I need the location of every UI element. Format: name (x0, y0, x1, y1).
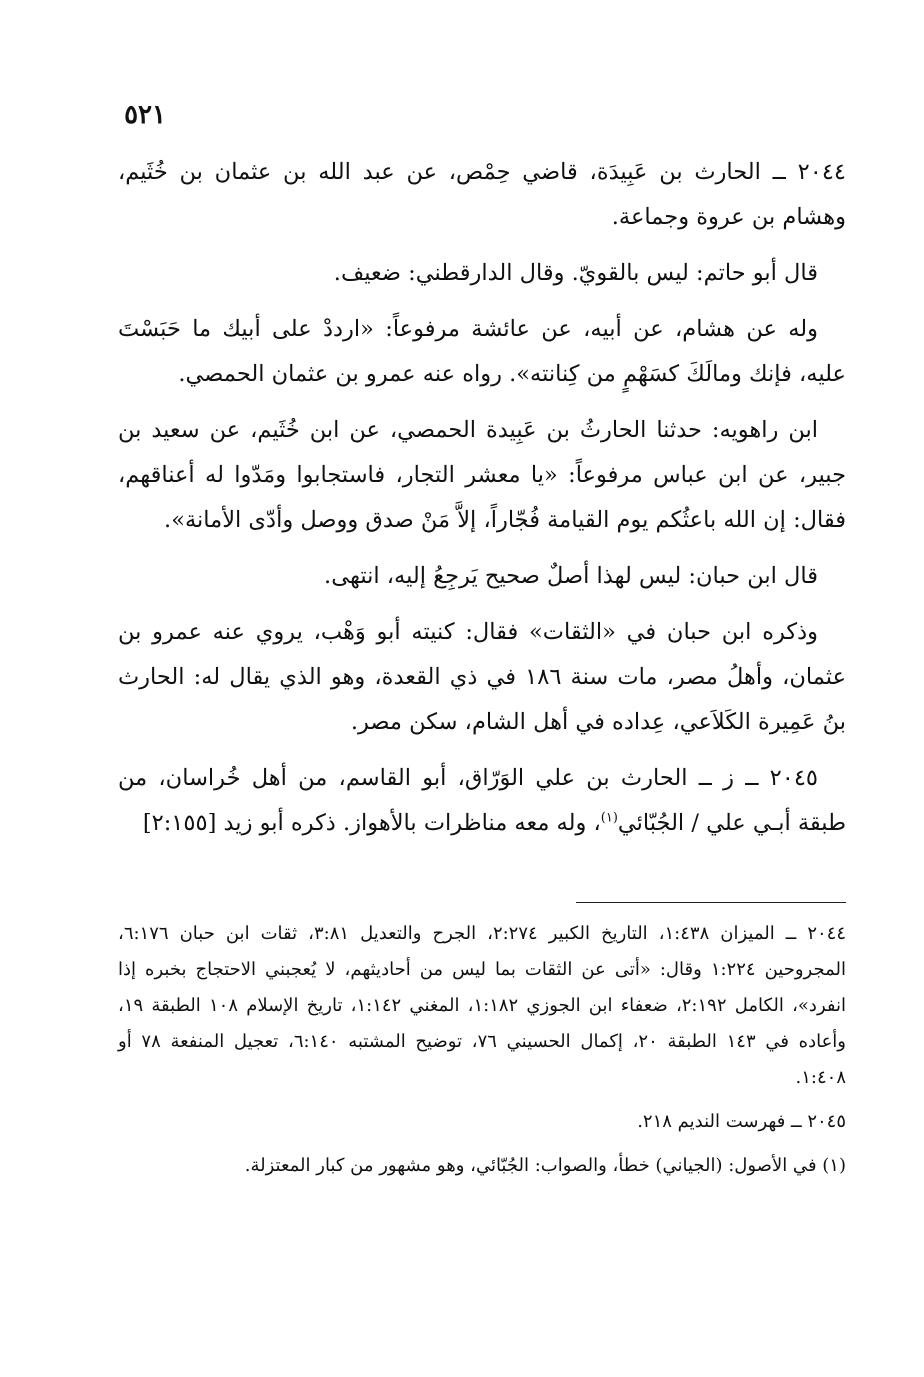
page-number: ٥٢١ (124, 100, 166, 130)
entry-2044-aisha-hadith-paragraph: وله عن هشام، عن أبيه، عن عائشة مرفوعاً: «ارددْ على أبيك ما حَبَسْتَ عليه، فإنك ومالَكَ كسَهْمٍ من كِنانته». رواه عنه عمرو بن عثمان الحمصي. (118, 316, 846, 387)
footnote-2045: ٢٠٤٥ ــ فهرست النديم ٢١٨. (637, 1111, 846, 1132)
entry-2045-text-start: ٢٠٤٥ ــ ز ــ الحارث بن علي الوَرّاق، أبو القاسم، من أهل خُراسان، من طبقة أبـي علي / الجُبّائي (118, 765, 846, 836)
footnotes (118, 916, 846, 1192)
footnote-2044: ٢٠٤٤ ــ الميزان ١:٤٣٨، التاريخ الكبير ٢:٢٧٤، الجرح والتعديل ٣:٨١، ثقات ابن حبان ٦:١٧٦، المجروحين ١:٢٢٤ وقال: «أتى عن الثقات بما ليس من أحاديثهم، لا يُعجبني الاحتجاج بخبره إذا انفرد»، الكامل ٢:١٩٢، ضعفاء ابن الجوزي ١:١٨٢، المغني ١:١٤٢، تاريخ الإسلام ١٠٨ الطبقة ١٩، وأعاده في ١٤٣ الطبقة ٢٠، إكمال الحسيني ٧٦، توضيح المشتبه ٦:١٤٠، تعجيل المنفعة ٧٨ أو ١:٤٠٨. (118, 923, 847, 1088)
footnote-marker: (١) (600, 810, 618, 826)
footnote-1: (١) في الأصول: (الجياني) خطأ، والصواب: الجُبّائي، وهو مشهور من كبار المعتزلة. (244, 1155, 846, 1176)
main-text (118, 150, 846, 857)
entry-2045-paragraph (118, 756, 846, 846)
entry-2044-abu-hatim-paragraph: قال أبو حاتم: ليس بالقويّ. وقال الدارقطني: ضعيف. (333, 260, 818, 286)
entry-2044-heading-paragraph: ٢٠٤٤ ــ الحارث بن عَبِيدَة، قاضي حِمْص، عن عبد الله بن عثمان بن خُثَيم، وهشام بن عروة وجماعة. (118, 159, 846, 230)
footnote-separator (576, 902, 846, 903)
entry-2044-ibn-hibban-paragraph: قال ابن حبان: ليس لهذا أصلٌ صحيح يَرجِعُ إليه، انتهى. (324, 563, 818, 589)
entry-2045-text-end: ، وله معه مناظرات بالأهواز. ذكره أبو زيد [٢:١٥٥] (142, 810, 601, 836)
entry-2044-rahwayh-paragraph: ابن راهويه: حدثنا الحارثُ بن عَبِيدة الحمصي، عن ابن خُثَيم، عن سعيد بن جبير، عن ابن عباس مرفوعاً: «يا معشر التجار، فاستجابوا ومَدّوا له أعناقهم، فقال: إن الله باعثُكم يوم القيامة فُجّاراً، إلاَّ مَنْ صدق ووصل وأدّى الأمانة». (118, 417, 846, 533)
entry-2044-thiqat-paragraph: وذكره ابن حبان في «الثقات» فقال: كنيته أبو وَهْب، يروي عنه عمرو بن عثمان، وأهلُ مصر، مات سنة ١٨٦ في ذي القعدة، وهو الذي يقال له: الحارث بنُ عَمِيرة الكَلاَعي، عِداده في أهل الشام، سكن مصر. (118, 619, 846, 735)
